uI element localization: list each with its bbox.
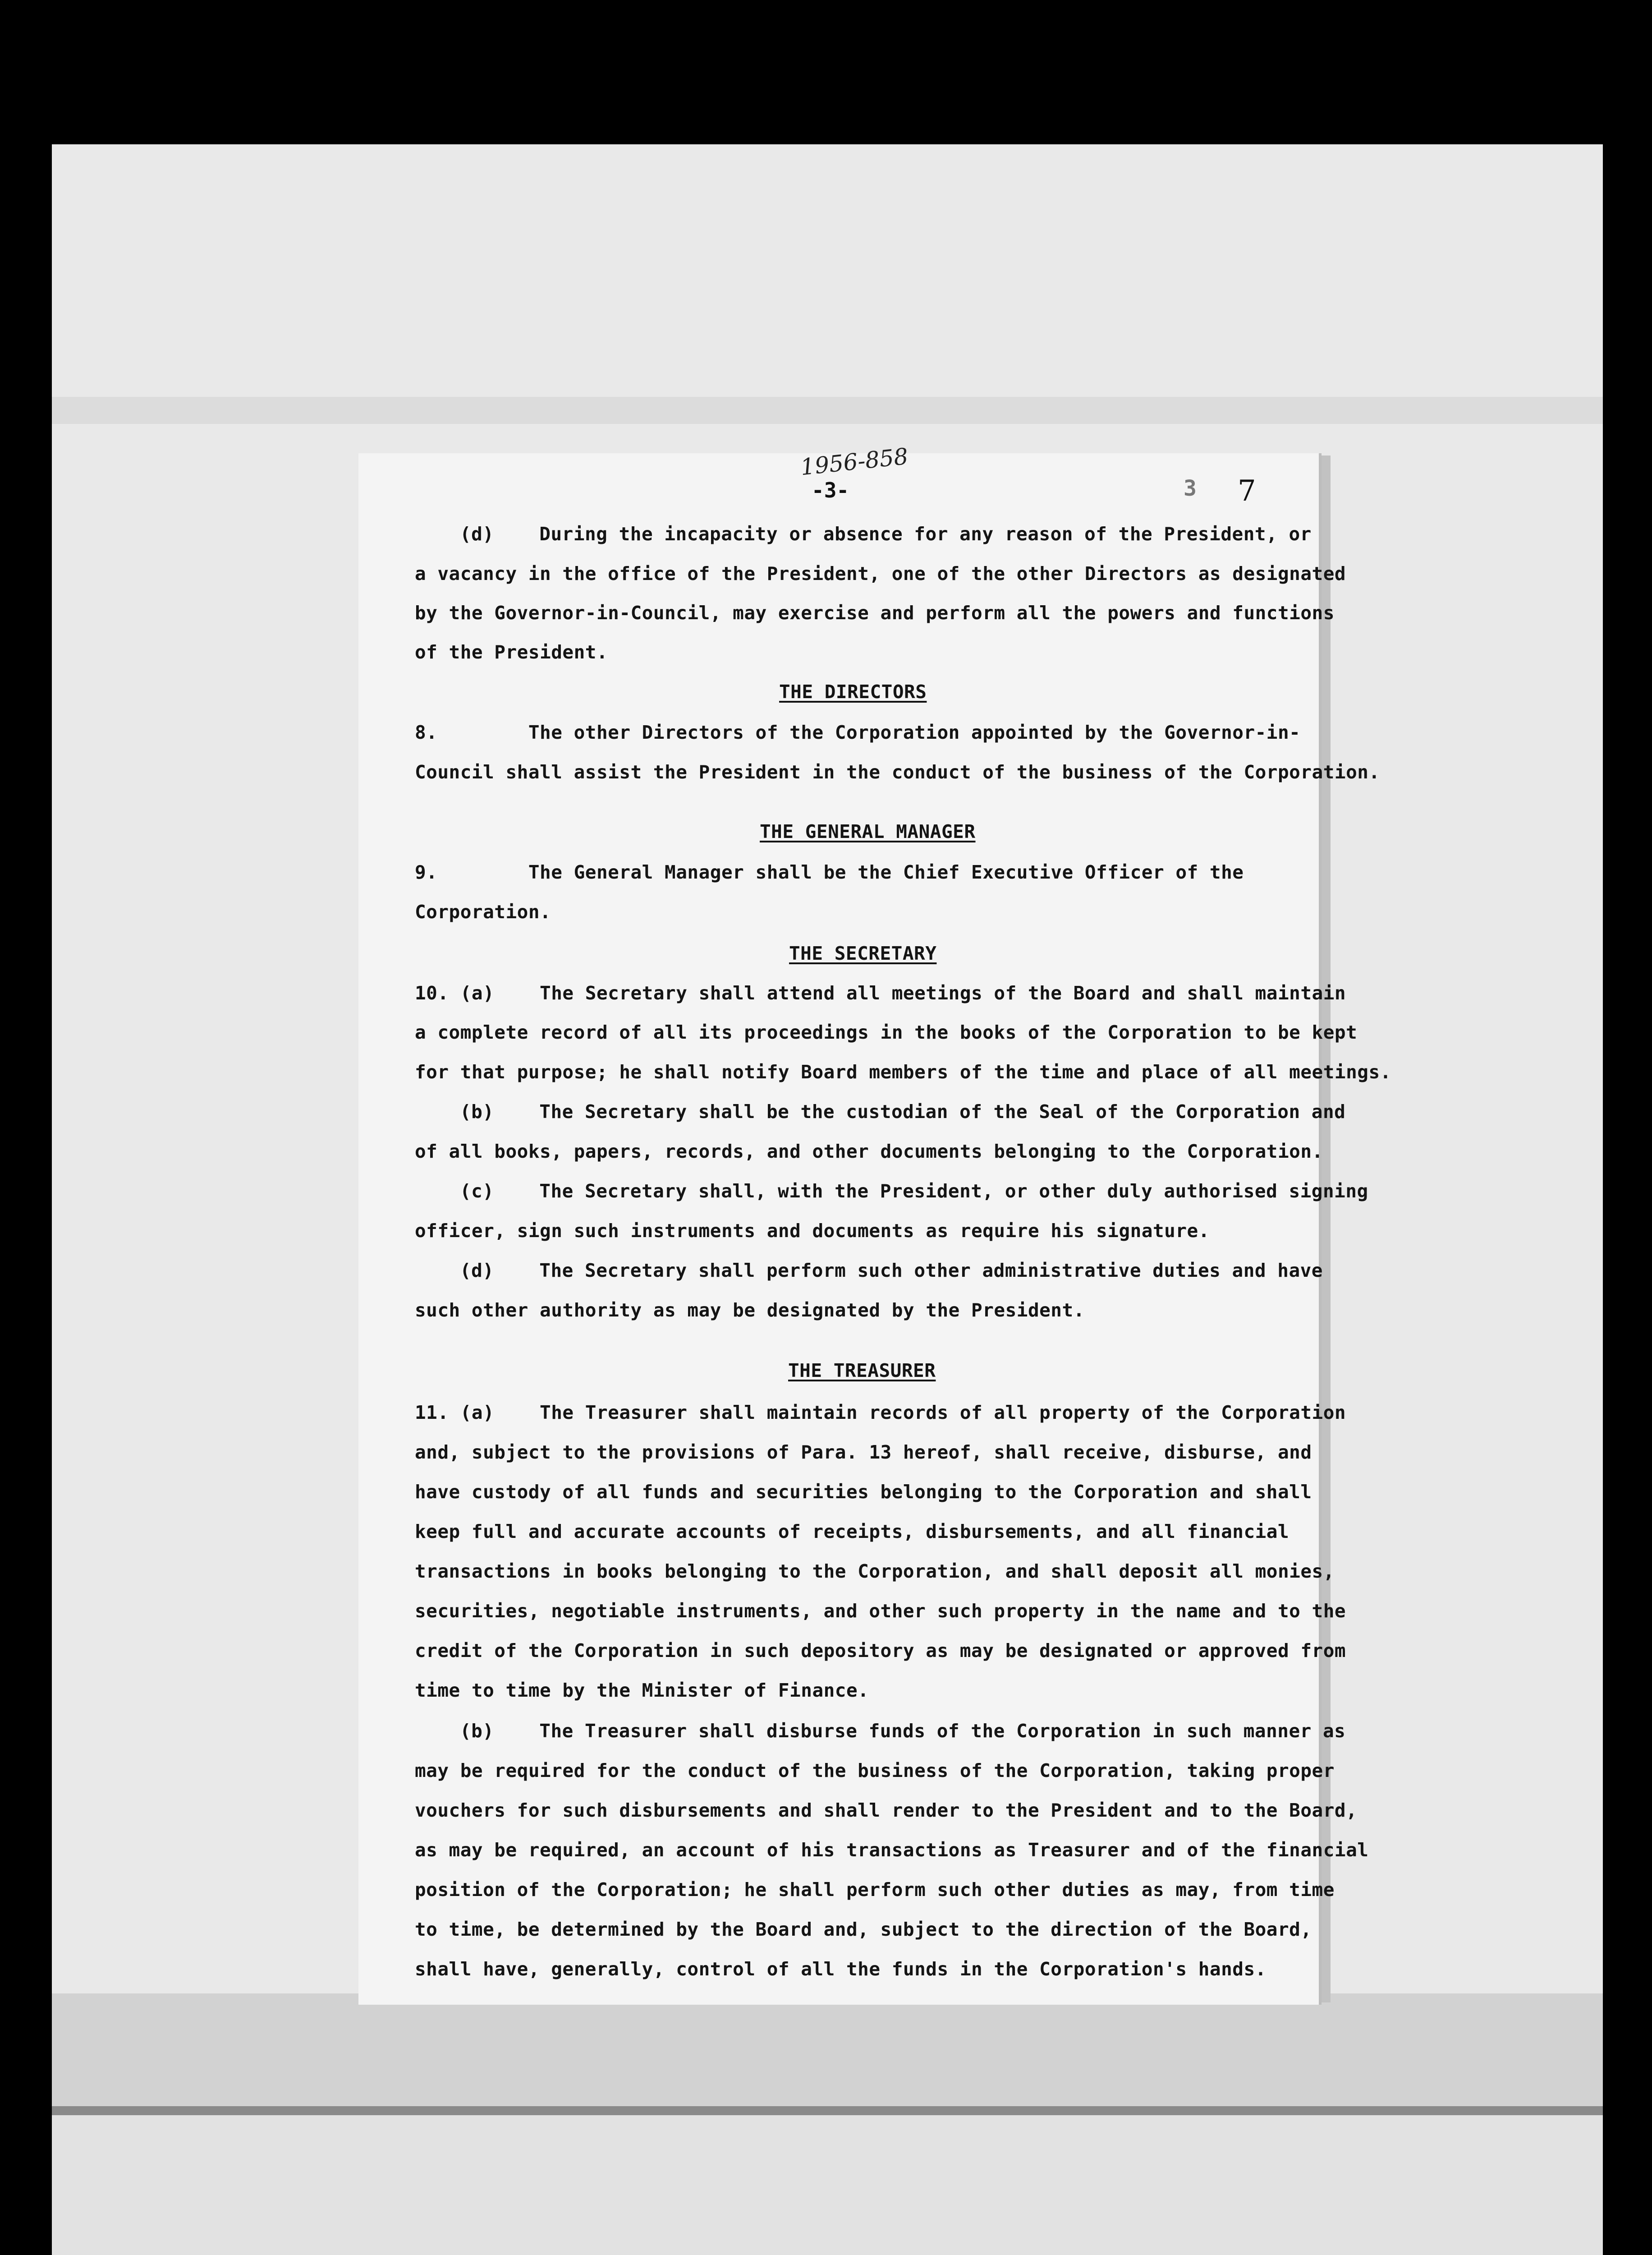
document-line: for that purpose; he shall notify Board members of the time and place of all meetings. xyxy=(415,1061,1391,1083)
document-line: 10. (a) The Secretary shall attend all meetings of the Board and shall maintain xyxy=(415,982,1346,1004)
document-line: (d) During the incapacity or absence for any reason of the President, or xyxy=(460,523,1312,545)
document-line: (b) The Secretary shall be the custodian of the Seal of the Corporation and xyxy=(460,1101,1346,1123)
document-line: Corporation. xyxy=(415,901,551,923)
document-line: as may be required, an account of his transactions as Treasurer and of the financial xyxy=(415,1839,1369,1861)
folio-number: 7 xyxy=(1238,474,1256,508)
document-line: 8. The other Directors of the Corporation appointed by the Governor-in- xyxy=(415,722,1301,743)
document-line: vouchers for such disbursements and shall render to the President and to the Board, xyxy=(415,1799,1358,1821)
document-line: of the President. xyxy=(415,641,608,663)
section-heading: THE DIRECTORS xyxy=(779,681,927,703)
document-line: by the Governor-in-Council, may exercise and perform all the powers and functions xyxy=(415,602,1335,624)
backing-band xyxy=(52,1993,1603,2106)
document-line: have custody of all funds and securities belonging to the Corporation and shall xyxy=(415,1481,1312,1503)
document-line: (d) The Secretary shall perform such other administrative duties and have xyxy=(460,1260,1323,1281)
document-line: credit of the Corporation in such depository as may be designated or approved from xyxy=(415,1640,1346,1661)
document-line: officer, sign such instruments and documents as require his signature. xyxy=(415,1220,1210,1242)
document-line: position of the Corporation; he shall perform such other duties as may, from time xyxy=(415,1879,1335,1901)
section-heading: THE SECRETARY xyxy=(789,943,937,964)
document-line: and, subject to the provisions of Para. 13 hereof, shall receive, disburse, and xyxy=(415,1441,1312,1463)
backing-band xyxy=(52,2115,1603,2255)
document-line: to time, be determined by the Board and, subject to the direction of the Board, xyxy=(415,1919,1312,1940)
document-line: shall have, generally, control of all the funds in the Corporation's hands. xyxy=(415,1958,1267,1980)
section-heading: THE GENERAL MANAGER xyxy=(760,821,976,842)
document-line: of all books, papers, records, and other documents belonging to the Corporation. xyxy=(415,1141,1323,1162)
document-line: may be required for the conduct of the business of the Corporation, taking proper xyxy=(415,1760,1335,1781)
document-line: time to time by the Minister of Finance. xyxy=(415,1680,869,1701)
document-line: (c) The Secretary shall, with the President, or other duly authorised signing xyxy=(460,1180,1368,1202)
handwritten-file-number: 1956-858 xyxy=(799,443,909,481)
document-line: transactions in books belonging to the Corporation, and shall deposit all monies, xyxy=(415,1560,1335,1582)
document-line: 9. The General Manager shall be the Chief Executive Officer of the xyxy=(415,861,1244,883)
document-line: such other authority as may be designated by the President. xyxy=(415,1299,1085,1321)
document-line: a complete record of all its proceedings in the books of the Corporation to be kept xyxy=(415,1022,1358,1043)
document-line: Council shall assist the President in the conduct of the business of the Corporation. xyxy=(415,761,1380,783)
document-line: 11. (a) The Treasurer shall maintain records of all property of the Corporation xyxy=(415,1402,1346,1423)
document-line: a vacancy in the office of the President, one of the other Directors as designated xyxy=(415,563,1346,584)
document-line: (b) The Treasurer shall disburse funds of the Corporation in such manner as xyxy=(460,1720,1346,1742)
section-heading: THE TREASURER xyxy=(788,1360,936,1381)
document-line: keep full and accurate accounts of receipts, disbursements, and all financial xyxy=(415,1521,1289,1542)
backing-band xyxy=(52,397,1603,424)
document-line: securities, negotiable instruments, and other such property in the name and to the xyxy=(415,1600,1346,1622)
page-number: -3- xyxy=(812,478,849,502)
backing-band xyxy=(52,2106,1603,2115)
folio-stamp: 3 xyxy=(1184,476,1197,501)
